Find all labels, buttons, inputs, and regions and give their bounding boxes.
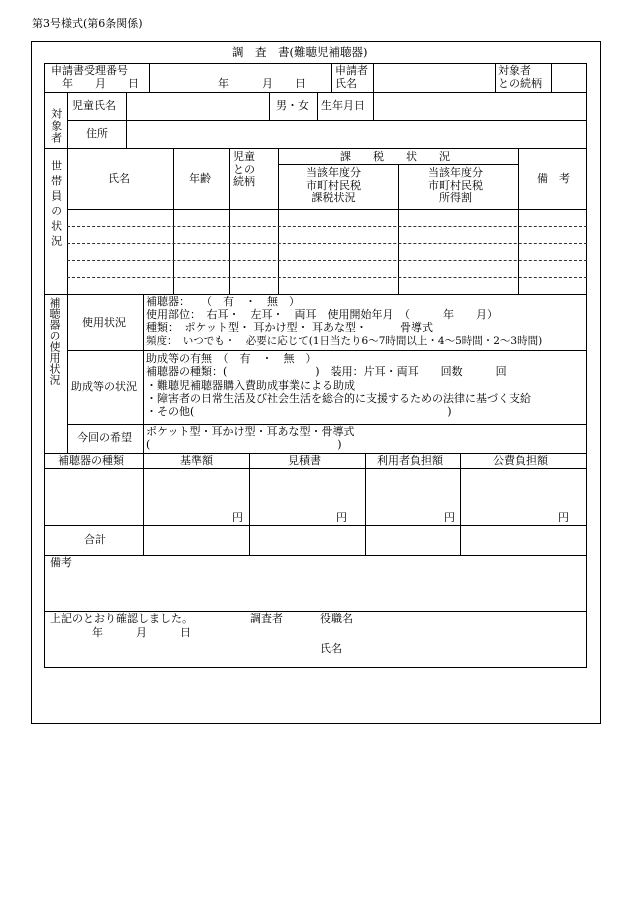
subsidy-line-1: 助成等の有無 （ 有 ・ 無 ） — [146, 352, 317, 365]
cost-public-header: 公費負担額 — [493, 454, 548, 467]
receipt-date: 年 月 日 — [62, 77, 139, 90]
usage-side-label: 補聴器の使用状況 — [48, 297, 61, 385]
usage-line-3: 種類： ポケット型・ 耳かけ型・ 耳あな型・ 骨導式 — [146, 321, 433, 334]
usage-line-4: 頻度： いつでも・ 必要に応じて(1日当たり6～7時間以上・4～5時間・2～3時間) — [146, 335, 543, 347]
investigator-name-label: 氏名 — [320, 642, 342, 655]
subsidy-line-5: ・その他( ) — [146, 405, 452, 418]
wish-label: 今回の希望 — [77, 431, 132, 444]
yen-estimate: 円 — [336, 511, 347, 524]
usage-line-1: 補聴器： （ 有 ・ 無 ） — [146, 295, 300, 308]
applicant-name-label: 申請者 氏名 — [335, 64, 368, 90]
wish-line-2: ( ) — [146, 438, 342, 451]
household-age-header: 年齢 — [189, 172, 211, 185]
sex-field: 男・女 — [276, 99, 309, 112]
subsidy-status-label: 助成等の状況 — [71, 380, 137, 393]
page-title: 調 査 書(難聴児補聴器) — [232, 45, 368, 59]
subject-side-label: 対象者 — [49, 108, 63, 144]
confirm-date: 年 月 日 — [92, 626, 191, 639]
yen-public: 円 — [558, 511, 569, 524]
receipt-number-label: 申請書受理番号 — [51, 64, 128, 77]
cost-estimate-header: 見積書 — [288, 454, 321, 467]
cost-type-header: 補聴器の種類 — [58, 454, 124, 467]
household-relation-header: 児童 との 続柄 — [233, 150, 255, 189]
birthdate-label: 生年月日 — [321, 99, 365, 112]
subsidy-line-3: ・難聴児補聴器購入費助成事業による助成 — [146, 379, 355, 392]
income-tax-col: 当該年度分 市町村民税 所得割 — [428, 166, 483, 205]
address-label: 住所 — [86, 127, 108, 140]
relation-label: 対象者 との続柄 — [498, 64, 542, 90]
subsidy-line-2: 補聴器の種類：( ) 装用：片耳・両耳 回数 回 — [146, 365, 507, 378]
yen-base: 円 — [232, 511, 243, 524]
usage-line-2: 使用部位： 右耳・ 左耳・ 両耳 使用開始年月 （ 年 月） — [146, 308, 498, 321]
date-field: 年 月 日 — [218, 77, 306, 90]
cost-base-header: 基準額 — [180, 454, 213, 467]
investigator-label: 調査者 — [250, 612, 283, 625]
tax-status-col: 当該年度分 市町村民税 課税状況 — [306, 166, 361, 205]
form-number: 第3号様式(第6条関係) — [32, 17, 143, 30]
cost-user-header: 利用者負担額 — [377, 454, 443, 467]
confirm-text: 上記のとおり確認しました。 — [50, 612, 193, 625]
household-side-label: 世帯員の状況 — [49, 160, 63, 250]
yen-user: 円 — [444, 511, 455, 524]
subsidy-line-4: ・障害者の日常生活及び社会生活を総合的に支援するための法律に基づく支給 — [146, 392, 531, 405]
total-label: 合計 — [84, 533, 106, 546]
position-label: 役職名 — [320, 612, 353, 625]
tax-status-header: 課 税 状 況 — [340, 150, 450, 163]
household-name-header: 氏名 — [108, 172, 130, 185]
wish-line-1: ポケット型・耳かけ型・耳あな型・骨導式 — [146, 425, 355, 438]
child-name-label: 児童氏名 — [72, 99, 116, 112]
usage-status-label: 使用状況 — [82, 316, 126, 329]
remarks-label: 備考 — [50, 556, 72, 569]
household-remarks-header: 備 考 — [537, 172, 570, 185]
